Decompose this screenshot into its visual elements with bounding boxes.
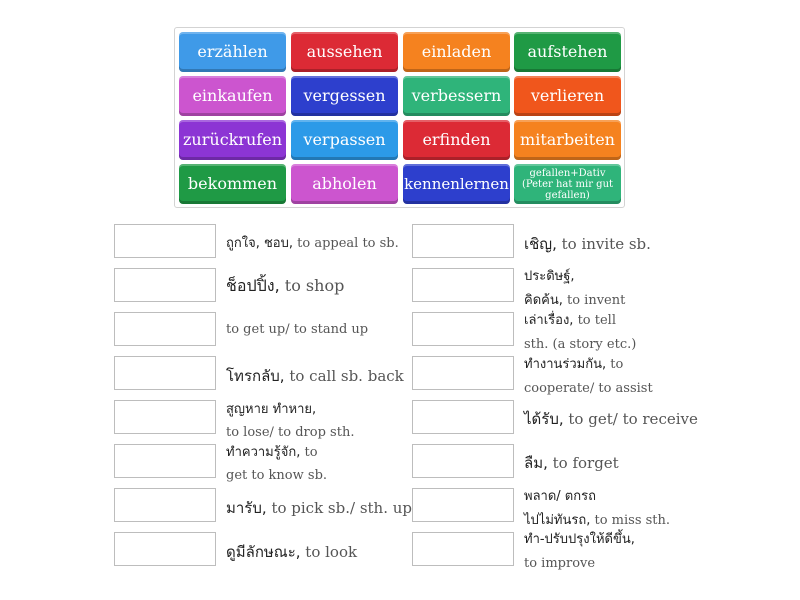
definition-label: เชิญ, to invite sb.	[524, 235, 651, 253]
definition-label: มารับ, to pick sb./ sth. up	[226, 499, 412, 517]
definition-label: ถูกใจ, ชอบ, to appeal to sb.	[226, 236, 399, 251]
drop-box[interactable]	[412, 312, 514, 346]
definition-label: ได้รับ, to get/ to receive	[524, 410, 698, 428]
definition-label: to get up/ to stand up	[226, 322, 369, 337]
word-tile-panel	[174, 27, 625, 208]
definition-label: ทำงานร่วมกัน, to cooperate/ to assist	[524, 357, 653, 396]
drop-box[interactable]	[114, 444, 216, 478]
word-tile[interactable]: einladen	[403, 32, 510, 72]
word-tile[interactable]: vergessen	[291, 76, 398, 116]
word-tile[interactable]: gefallen+Dativ (Peter hat mir gut gefallen)	[514, 164, 621, 204]
drop-box[interactable]	[412, 444, 514, 478]
word-tile[interactable]: zurückrufen	[179, 120, 286, 160]
definition-label: ช็อปปิ้ง, to shop	[226, 276, 345, 295]
word-tile[interactable]: einkaufen	[179, 76, 286, 116]
word-tile[interactable]: erzählen	[179, 32, 286, 72]
drop-box[interactable]	[412, 400, 514, 434]
drop-box[interactable]	[114, 224, 216, 258]
drop-box[interactable]	[114, 356, 216, 390]
definition-label: เล่าเรื่อง, to tell sth. (a story etc.)	[524, 313, 637, 352]
word-tile[interactable]: erfinden	[403, 120, 510, 160]
drop-box[interactable]	[412, 488, 514, 522]
drop-box[interactable]	[114, 488, 216, 522]
word-tile[interactable]: abholen	[291, 164, 398, 204]
definition-label: สูญหาย ทำหาย, to lose/ to drop sth.	[226, 402, 355, 440]
word-tile[interactable]: bekommen	[179, 164, 286, 204]
definition-label: พลาด/ ตกรถ ไปไม่ทันรถ, to miss sth.	[524, 489, 671, 528]
definition-label: ทำ-ปรับปรุงให้ดีขึ้น, to improve	[524, 532, 635, 571]
drop-box[interactable]	[412, 532, 514, 566]
definition-label: ดูมีลักษณะ, to look	[226, 543, 358, 561]
word-tile[interactable]: mitarbeiten	[514, 120, 621, 160]
word-tile[interactable]: verlieren	[514, 76, 621, 116]
drop-box[interactable]	[412, 268, 514, 302]
definition-label: ทำความรู้จัก, to get to know sb.	[226, 445, 328, 483]
drop-box[interactable]	[114, 268, 216, 302]
drop-box[interactable]	[114, 312, 216, 346]
word-tile[interactable]: verbessern	[403, 76, 510, 116]
word-tile[interactable]: verpassen	[291, 120, 398, 160]
drop-box[interactable]	[114, 400, 216, 434]
word-tile[interactable]: aussehen	[291, 32, 398, 72]
drop-box[interactable]	[412, 224, 514, 258]
definition-label: ประดิษฐ์, คิดค้น, to invent	[524, 269, 626, 308]
definition-label: โทรกลับ, to call sb. back	[226, 367, 404, 385]
definition-label: ลืม, to forget	[524, 454, 619, 472]
word-tile[interactable]: aufstehen	[514, 32, 621, 72]
drop-box[interactable]	[412, 356, 514, 390]
word-tile[interactable]: kennenlernen	[403, 164, 510, 204]
drop-box[interactable]	[114, 532, 216, 566]
